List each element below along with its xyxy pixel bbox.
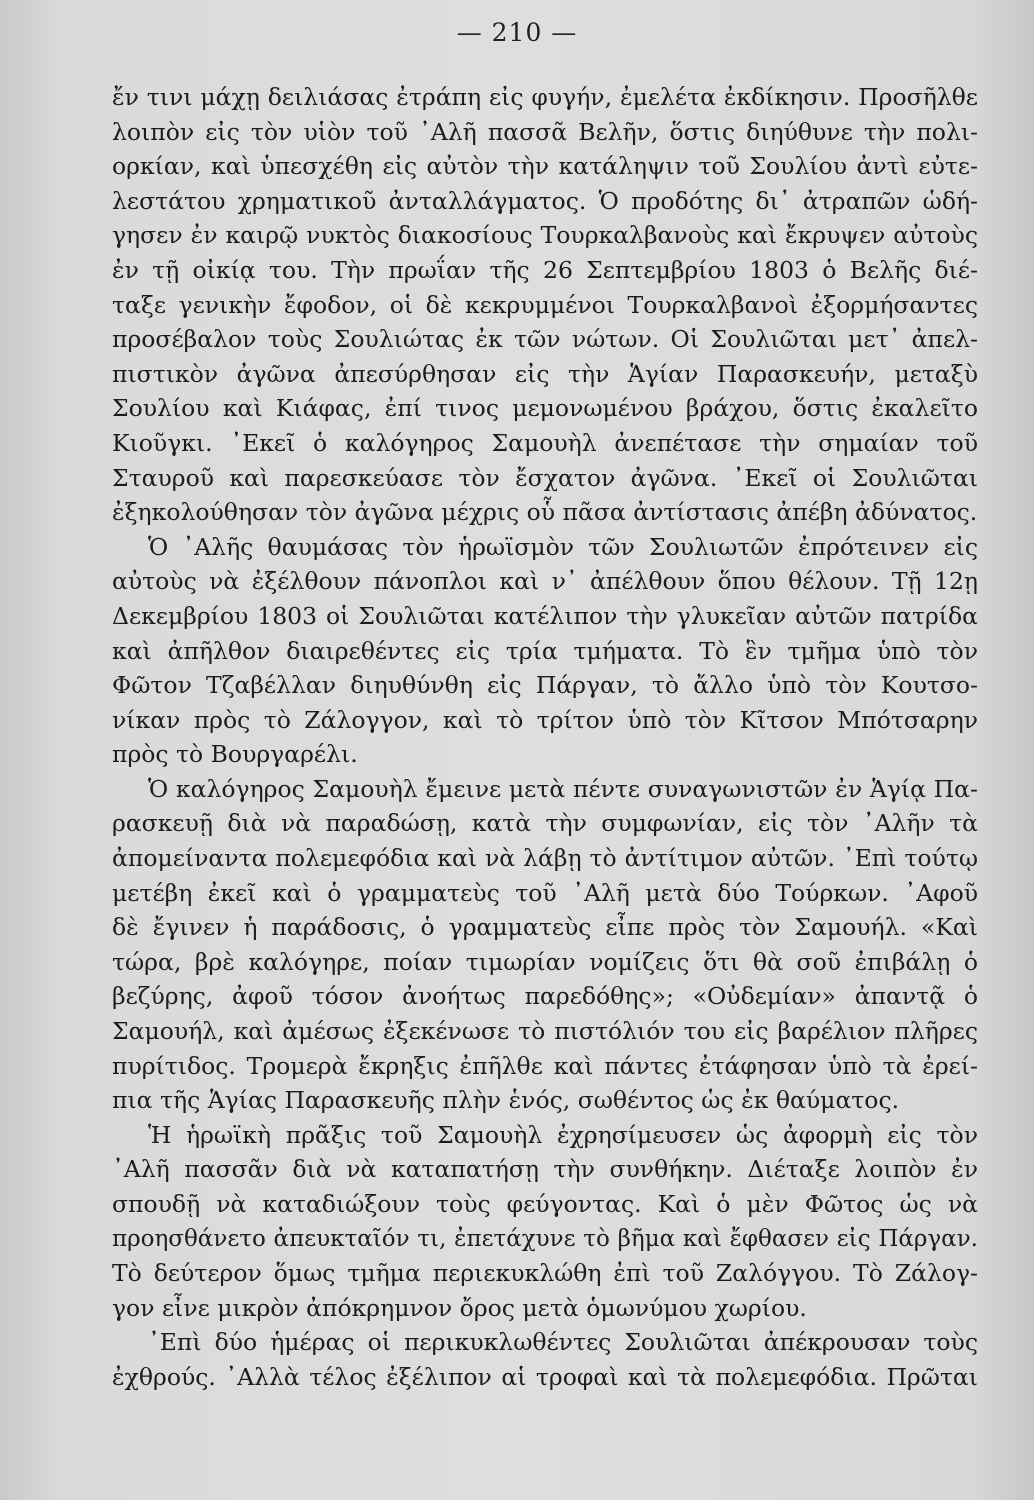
text-line: προησθάνετο ἀπευκταῖόν τι, ἐπετάχυνε τὸ βῆμα καὶ ἔφθασεν εἰς Πάργαν. [112,1225,978,1252]
text-line: Δεκεμβρίου 1803 οἱ Σουλιῶται κατέλιπον τὴν γλυκεῖαν αὐτῶν πατρίδα [112,601,978,630]
text-line: τώρα, βρὲ καλόγηρε, ποίαν τιμωρίαν νομίζεις ὅτι θὰ σοῦ ἐπιβάλῃ ὁ [112,947,978,976]
text-line: πια τῆς Ἁγίας Παρασκευῆς πλὴν ἑνός, σωθέντος ὡς ἐκ θαύματος. [112,1086,900,1115]
text-line: πιστικὸν ἀγῶνα ἀπεσύρθησαν εἰς τὴν Ἁγίαν Παρασκευήν, μεταξὺ [112,359,978,388]
text-line: πυρίτιδος. Τρομερὰ ἔκρηξις ἐπῆλθε καὶ πάντες ἐτάφησαν ὑπὸ τὰ ἐρεί- [112,1051,978,1080]
body-text [112,80,978,1395]
text-line: γον εἶνε μικρὸν ἀπόκρημνον ὄρος μετὰ ὁμωνύμου χωρίου. [112,1293,807,1322]
text-line: Σουλίου καὶ Κιάφας, ἐπί τινος μεμονωμένου βράχου, ὅστις ἐκαλεῖτο [112,394,978,423]
text-line: δὲ ἔγινεν ἡ παράδοσις, ὁ γραμματεὺς εἶπε πρὸς τὸν Σαμουήλ. «Καὶ [112,913,978,942]
text-line: ᾿Επὶ δύο ἡμέρας οἱ περικυκλωθέντες Σουλιῶται ἀπέκρουσαν τοὺς [148,1328,978,1357]
text-line: Φῶτον Τζαβέλλαν διηυθύνθη εἰς Πάργαν, τὸ ἄλλο ὑπὸ τὸν Κουτσο- [112,671,978,700]
text-line: μετέβη ἐκεῖ καὶ ὁ γραμματεὺς τοῦ ᾿Αλῆ μετὰ δύο Τούρκων. ᾿Αφοῦ [112,878,978,907]
text-line: ἔν τινι μάχῃ δειλιάσας ἐτράπη εἰς φυγήν, ἐμελέτα ἐκδίκησιν. Προσῆλθε [112,83,978,111]
text-line: Σταυροῦ καὶ παρεσκεύασε τὸν ἔσχατον ἀγῶνα. ᾿Εκεῖ οἱ Σουλιῶται [112,463,978,492]
page-number: — 210 — [456,18,578,47]
text-line: ρασκευῇ διὰ νὰ παραδώσῃ, κατὰ τὴν συμφωνίαν, εἰς τὸν ᾿Αλῆν τὰ [112,809,978,838]
text-line: ἐξηκολούθησαν τὸν ἀγῶνα μέχρις οὗ πᾶσα ἀντίστασις ἀπέβη ἀδύνατος. [112,498,978,527]
text-line: νίκαν πρὸς τὸ Ζάλογγον, καὶ τὸ τρίτον ὑπὸ τὸν Κῖτσον Μπότσαρην [112,705,978,734]
text-line: ᾿Αλῆ πασσᾶν διὰ νὰ καταπατήσῃ τὴν συνθήκην. Διέταξε λοιπὸν ἐν [112,1155,978,1184]
text-line: γησεν ἐν καιρῷ νυκτὸς διακοσίους Τουρκαλβανοὺς καὶ ἔκρυψεν αὐτοὺς [112,221,978,250]
text-line: βεζύρης, ἀφοῦ τόσον ἀνοήτως παρεδόθης»; «Οὐδεμίαν» ἀπαντᾷ ὁ [112,982,978,1011]
text-line: πρὸς τὸ Βουργαρέλι. [112,740,358,769]
text-line: καὶ ἀπῆλθον διαιρεθέντες εἰς τρία τμήματα. Τὸ ἓν τμῆμα ὑπὸ τὸν [112,636,978,665]
text-line: ορκίαν, καὶ ὑπεσχέθη εἰς αὐτὸν τὴν κατάληψιν τοῦ Σουλίου ἀντὶ εὐτε- [112,152,978,181]
text-line: Κιοῦγκι. ᾿Εκεῖ ὁ καλόγηρος Σαμουὴλ ἀνεπέτασε τὴν σημαίαν τοῦ [112,428,978,457]
text-line: προσέβαλον τοὺς Σουλιώτας ἐκ τῶν νώτων. Οἱ Σουλιῶται μετ᾿ ἀπελ- [112,325,978,354]
text-line: ἐν τῇ οἰκίᾳ του. Τὴν πρωΐαν τῆς 26 Σεπτεμβρίου 1803 ὁ Βελῆς διέ- [112,255,978,284]
text-line: ἐχθρούς. ᾿Αλλὰ τέλος ἐξέλιπον αἱ τροφαὶ καὶ τὰ πολεμεφόδια. Πρῶται [112,1362,978,1391]
text-line: σπουδῇ νὰ καταδιώξουν τοὺς φεύγοντας. Καὶ ὁ μὲν Φῶτος ὡς νὰ [112,1190,978,1218]
text-line: Σαμουήλ, καὶ ἀμέσως ἐξεκένωσε τὸ πιστόλιόν του εἰς βαρέλιον πλῆρες [112,1017,978,1046]
text-line: αὐτοὺς νὰ ἐξέλθουν πάνοπλοι καὶ ν᾿ ἀπέλθουν ὅπου θέλουν. Τῇ 12ῃ [112,567,978,596]
text-line: ἀπομείναντα πολεμεφόδια καὶ νὰ λάβῃ τὸ ἀντίτιμον αὐτῶν. ᾿Επὶ τούτῳ [112,844,978,873]
text-line: λεστάτου χρηματικοῦ ἀνταλλάγματος. Ὁ προδότης δι᾿ ἀτραπῶν ὡδή- [112,186,978,215]
text-line: Ἡ ἡρωϊκὴ πρᾶξις τοῦ Σαμουὴλ ἐχρησίμευσεν ὡς ἀφορμὴ εἰς τὸν [148,1120,978,1149]
text-line: λοιπὸν εἰς τὸν υἱὸν τοῦ ᾿Αλῆ πασσᾶ Βελῆν, ὅστις διηύθυνε τὴν πολι- [112,117,978,146]
text-line: Τὸ δεύτερον ὅμως τμῆμα περιεκυκλώθη ἐπὶ τοῦ Ζαλόγγου. Τὸ Ζάλογ- [112,1259,978,1288]
text-line: Ὁ ᾿Αλῆς θαυμάσας τὸν ἡρωϊσμὸν τῶν Σουλιωτῶν ἐπρότεινεν εἰς [148,532,978,561]
text-line: Ὁ καλόγηρος Σαμουὴλ ἔμεινε μετὰ πέντε συναγωνιστῶν ἐν Ἁγίᾳ Πα- [148,774,978,803]
text-line: ταξε γενικὴν ἔφοδον, οἱ δὲ κεκρυμμένοι Τουρκαλβανοὶ ἐξορμήσαντες [112,290,978,319]
